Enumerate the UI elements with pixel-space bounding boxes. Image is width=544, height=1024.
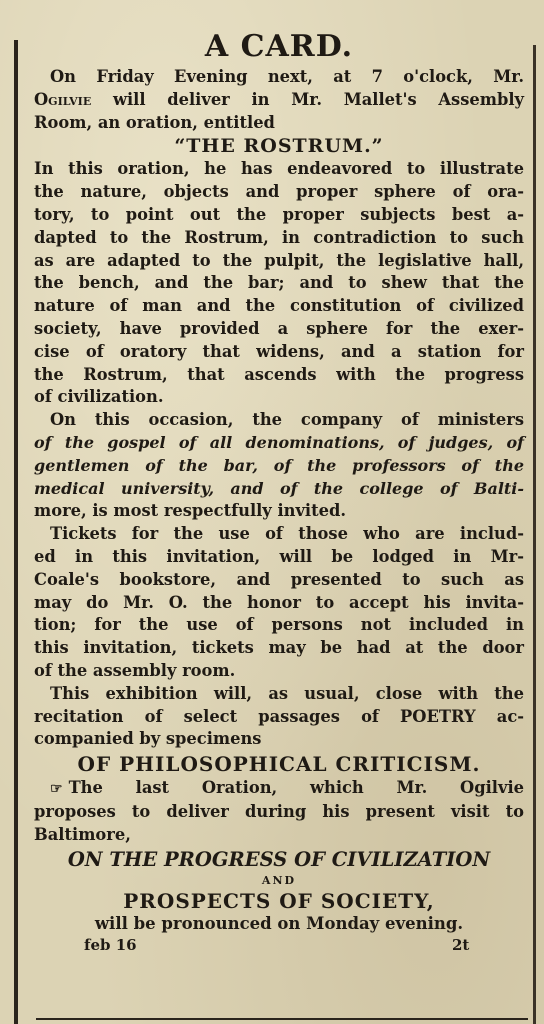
occasion-line: medical university, and of the college of Balti- [34,478,524,498]
and-word: AND [261,873,297,887]
body-line: cise of oratory that widens, and a station for [34,341,524,361]
last-oration-text: The last Oration, which Mr. Ogilvie [68,778,524,798]
exhibition-line: companied by specimens [34,729,262,749]
body-line: nature of man and the constitution of civilized [34,296,524,316]
ticket-line: ed in this invitation, will be lodged in Mr- [34,546,524,566]
left-column-rule [14,40,18,1024]
last-oration-line [34,777,524,801]
bottom-rule [36,1018,528,1020]
pointing-hand-icon: ☞ [50,781,63,798]
pronounced-line: will be pronounced on Monday evening. [94,913,464,933]
body-line: In this oration, he has endeavored to illustrate [34,159,524,179]
exhibition-line: recitation of select passages of POETRY ac- [34,706,524,726]
oration-title: “THE ROSTRUM.” [174,135,384,158]
right-column-rule [533,45,536,1024]
ticket-line: this invitation, tickets may be had at the door [34,638,524,658]
body-line: the Rostrum, that ascends with the progress [34,364,524,384]
last-oration-line: Baltimore, [34,824,131,844]
body-line: the bench, and the bar; and to shew that the [34,273,524,293]
body-line: society, have provided a sphere for the exer- [34,318,524,338]
occasion-line: gentlemen of the bar, of the professors of the [34,455,524,475]
notice-title: A CARD. [204,29,354,64]
intro-line-2-text: will deliver in Mr. Mallet's Assembly [112,89,524,109]
progress-heading: ON THE PROGRESS OF CIVILIZATION [67,847,491,871]
ticket-line: Coale's bookstore, and presented to such as [34,569,524,589]
intro-line-2 [34,89,524,112]
body-line: dapted to the Rostrum, in contradiction to such [34,227,524,247]
last-oration-line: proposes to deliver during his present visit to [34,801,524,821]
body-line: of civilization. [34,387,164,407]
society-heading: PROSPECTS OF SOCIETY, [123,888,435,913]
occasion-line: more, is most respectfully invited. [34,501,347,521]
body-line: tory, to point out the proper subjects best a- [34,204,524,224]
insertion-code: 2t [452,935,470,954]
ticket-line: may do Mr. O. the honor to accept his invita- [34,592,524,612]
intro-line-3: Room, an oration, entitled [34,112,275,132]
ticket-line: of the assembly room. [34,660,236,680]
criticism-heading: OF PHILOSOPHICAL CRITICISM. [77,752,481,777]
advertisement-column [34,30,524,955]
ticket-line: tion; for the use of persons not included in [34,615,524,635]
publication-date: feb 16 [84,935,137,954]
occasion-line: of the gospel of all denominations, of judges, of [34,432,524,452]
intro-line-1: On Friday Evening next, at 7 o'clock, Mr. [50,67,524,86]
occasion-line: On this occasion, the company of ministers [50,410,524,430]
body-line: as are adapted to the pulpit, the legislative hall, [34,250,524,270]
footer-line [34,935,524,955]
exhibition-line: This exhibition will, as usual, close with the [50,683,524,703]
speaker-name: Ogilvie [34,89,92,109]
ticket-line: Tickets for the use of those who are includ- [50,524,524,544]
body-line: the nature, objects and proper sphere of ora- [34,182,524,202]
